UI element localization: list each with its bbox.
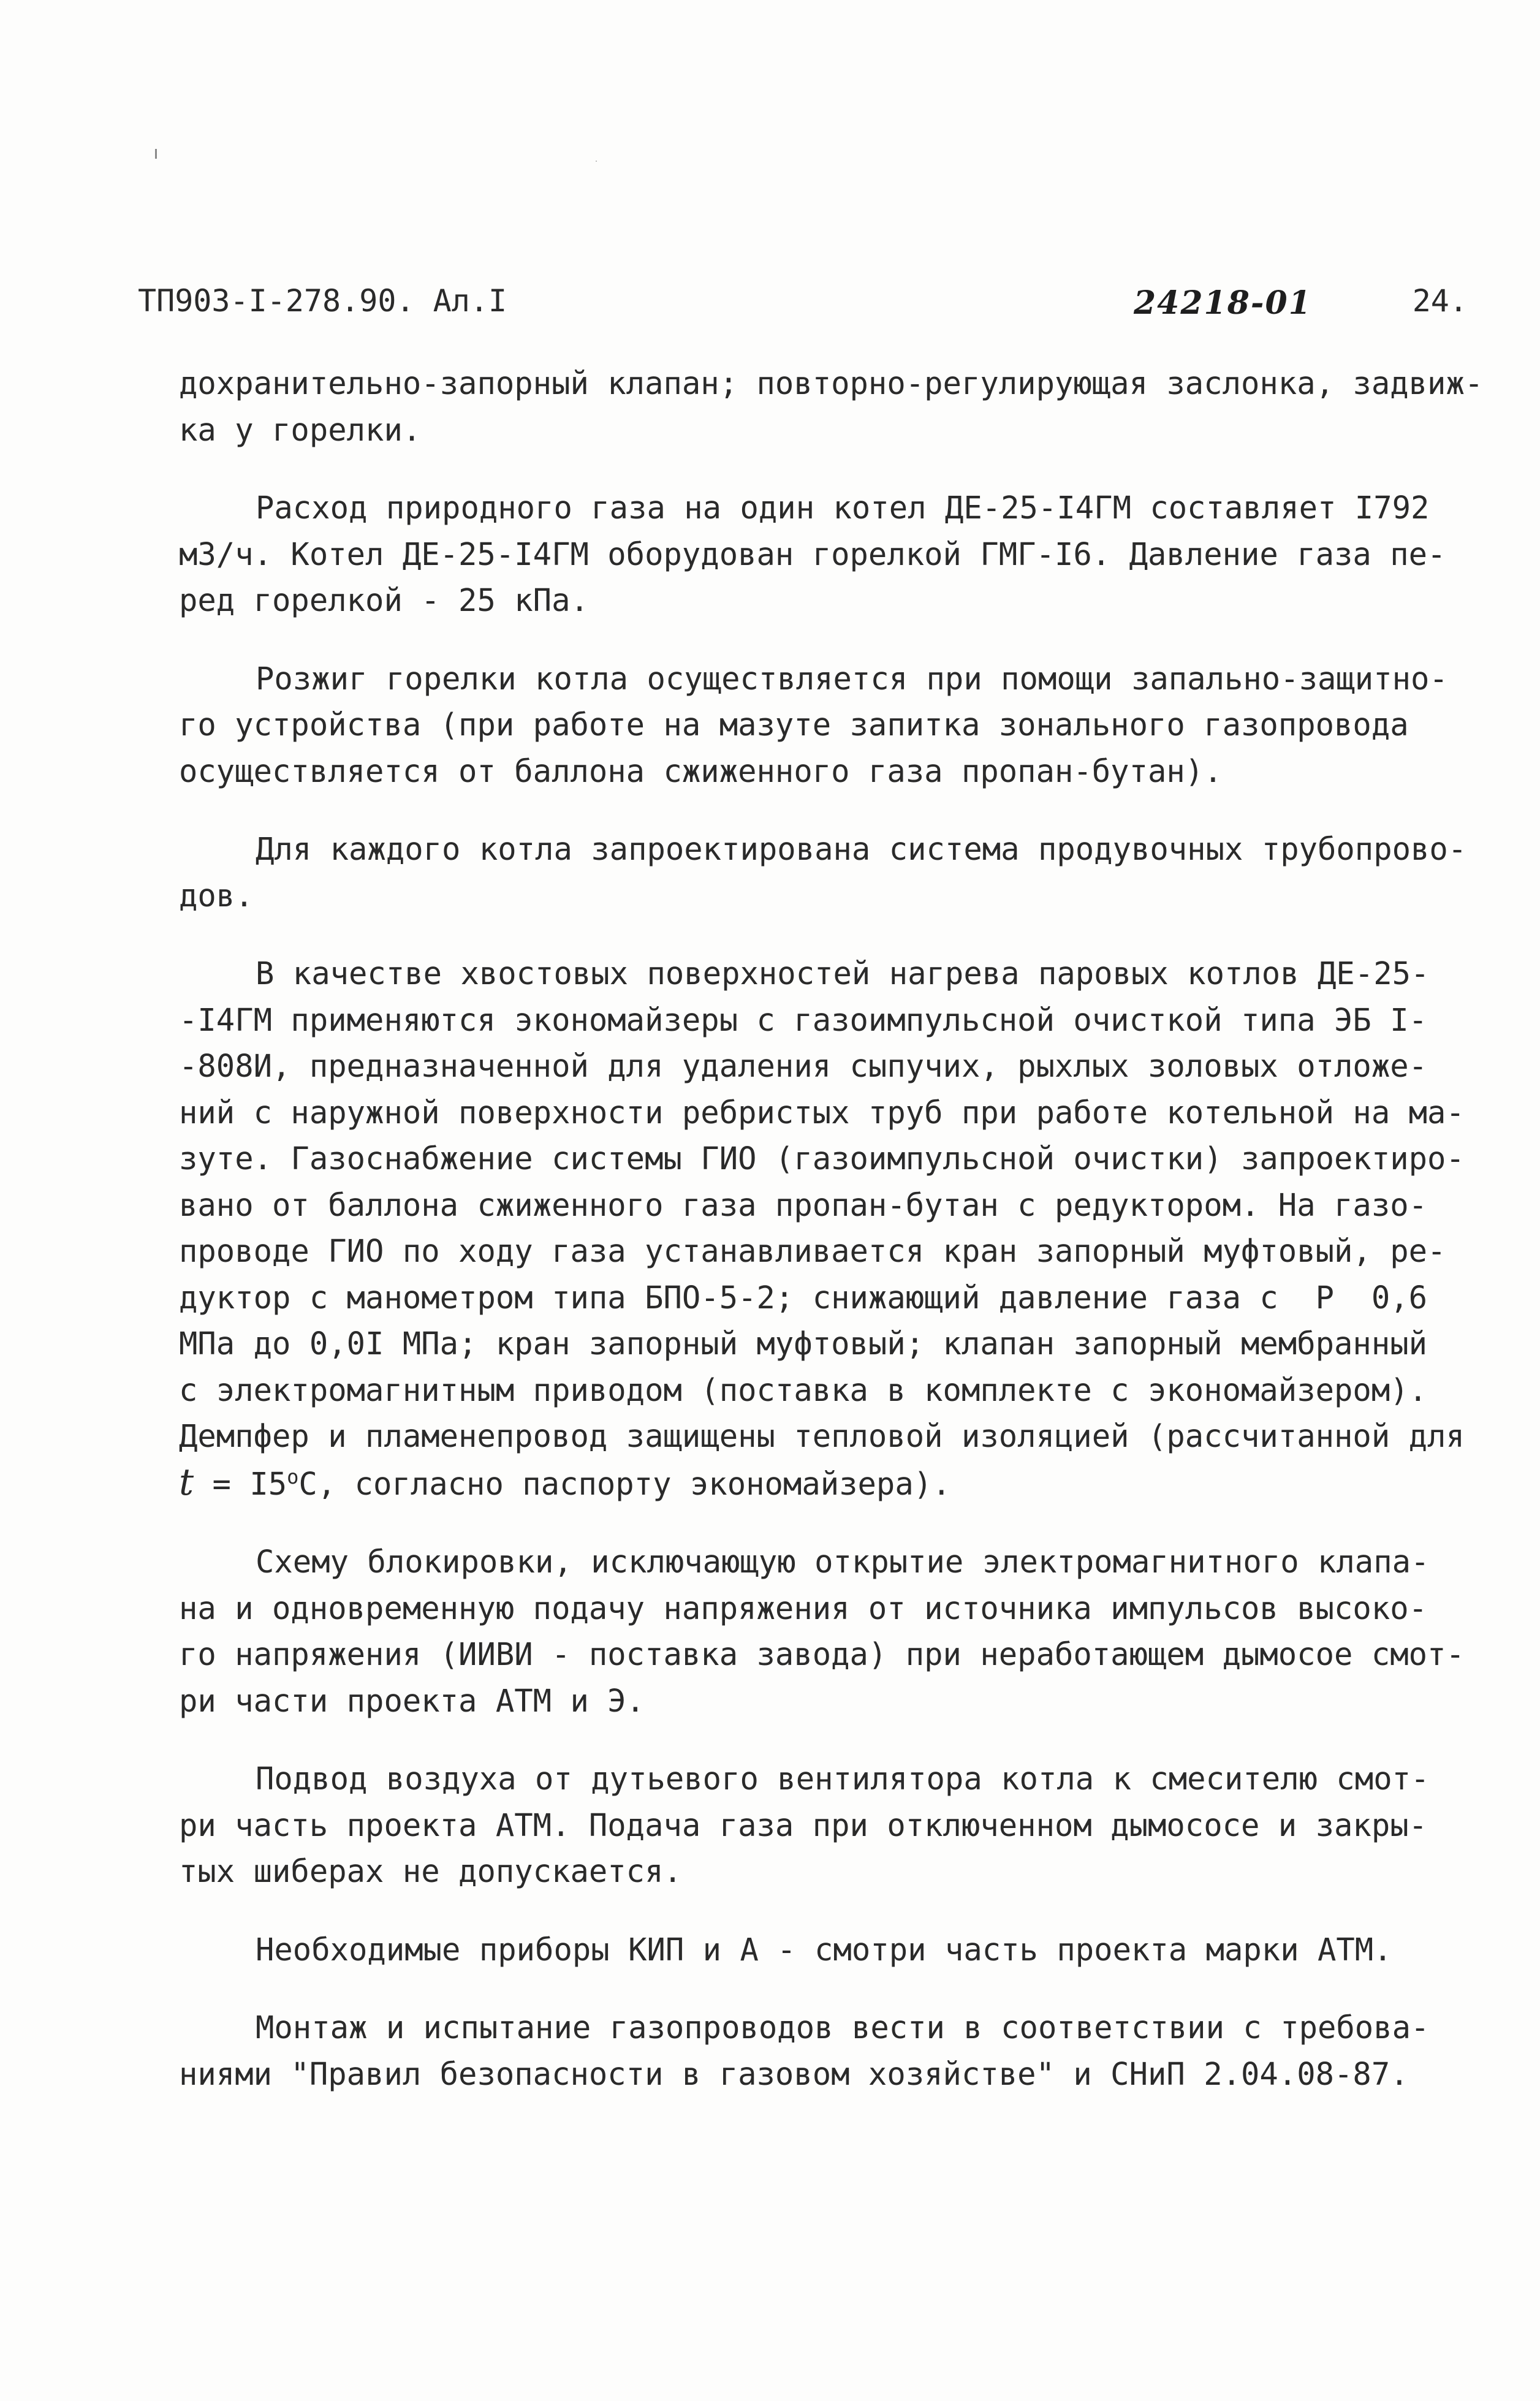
text-line: на и одновременную подачу напряжения от источника импульсов высоко- [179,1590,1428,1626]
text-line: тых шиберах не допускается. [179,1853,682,1889]
paragraph [179,485,1496,624]
text-line: проводе ГИО по ходу газа устанавливается кран запорный муфтовый, ре- [179,1233,1446,1269]
temperature-symbol: t [179,1460,194,1504]
text-line: ка у горелки. [179,411,422,448]
paragraph [179,1756,1496,1895]
text-line: ниями "Правил безопасности в газовом хозяйстве" и СНиП 2.04.08-87. [179,2055,1409,2092]
text-line: вано от баллона сжиженного газа пропан-бутан с редуктором. На газо- [179,1186,1428,1223]
document-body [179,360,1496,2129]
text-line: В качестве хвостовых поверхностей нагрева паровых котлов ДЕ-25- [256,955,1430,992]
text-line: м3/ч. Котел ДЕ-25-I4ГМ оборудован горелкой ГМГ-I6. Давление газа пе- [179,536,1446,572]
text-line: Схему блокировки, исключающую открытие электромагнитного клапа- [256,1544,1430,1580]
text-line: Подвод воздуха от дутьевого вентилятора котла к смесителю смот- [256,1761,1430,1797]
text-line: МПа до 0,0I МПа; кран запорный муфтовый; клапан запорный мембранный [179,1326,1428,1362]
page-number: 24. [1412,283,1468,319]
text-line: Монтаж и испытание газопроводов вести в соответствии с требова- [256,2009,1430,2046]
text-line: с электромагнитным приводом (поставка в комплекте с экономайзером). [179,1371,1428,1408]
paragraph [179,950,1496,1507]
text-line: зуте. Газоснабжение системы ГИО (газоимпульсной очистки) запроектиро- [179,1140,1465,1177]
text-line: Расход природного газа на один котел ДЕ-25-I4ГМ составляет I792 [256,490,1430,526]
text-line: ри части проекта АТМ и Э. [179,1682,645,1719]
handwritten-number: 24218-01 [1134,284,1312,322]
text-line: дуктор с манометром типа БПО-5-2; снижающий давление газа с Р 0,6 [179,1279,1428,1316]
document-code: ТП903-I-278.90. Ал.I [138,283,507,319]
text-line [179,1460,1496,1508]
paragraph [179,656,1496,795]
paragraph [179,1539,1496,1724]
text-line: Розжиг горелки котла осуществляется при помощи запально-защитно- [256,660,1448,697]
degree-superscript: о [287,1465,299,1489]
paragraph [179,826,1496,919]
text-line: Необходимые приборы КИП и А - смотри часть проекта марки АТМ. [256,1931,1392,1968]
text-line: -I4ГМ применяются экономайзеры с газоимпульсной очисткой типа ЭБ I- [179,1001,1428,1038]
text-line: го напряжения (ИИВИ - поставка завода) при неработающем дымосое смот- [179,1636,1465,1672]
text-line: Для каждого котла запроектирована система продувочных трубопрово- [256,831,1467,867]
text-line: ний с наружной поверхности ребристых труб при работе котельной на ма- [179,1094,1465,1131]
text-line: ри часть проекта АТМ. Подача газа при отключенном дымососе и закры- [179,1807,1428,1843]
scan-speck [155,149,157,159]
paragraph [179,2005,1496,2097]
text-fragment: = I5 [194,1465,287,1502]
text-line: осуществляется от баллона сжиженного газа пропан-бутан). [179,753,1223,789]
text-line: -808И, предназначенной для удаления сыпучих, рыхлых золовых отложе- [179,1048,1428,1084]
text-line: дохранительно-запорный клапан; повторно-регулирующая заслонка, задвиж- [179,365,1484,401]
text-line: дов. [179,877,254,914]
text-line: Демпфер и пламенепровод защищены тепловой изоляцией (рассчитанной для [179,1418,1465,1454]
page-header [138,283,1468,332]
text-fragment: С, согласно паспорту экономайзера). [298,1465,951,1502]
text-line: ред горелкой - 25 кПа. [179,582,589,618]
paragraph [179,1927,1496,1973]
scan-speck [596,161,597,162]
text-line: го устройства (при работе на мазуте запитка зонального газопровода [179,707,1409,743]
paragraph [179,360,1496,453]
